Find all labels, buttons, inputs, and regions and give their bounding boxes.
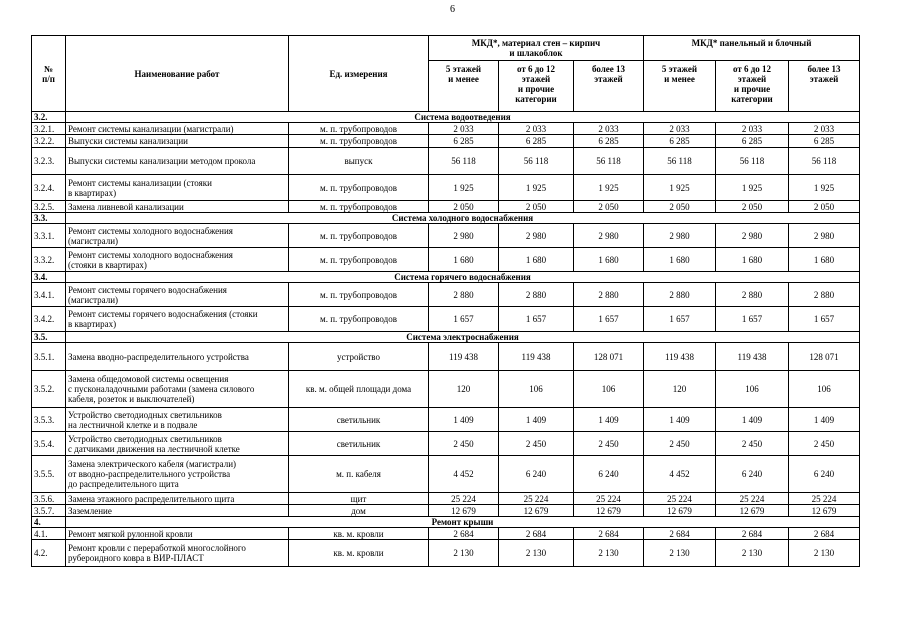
cost-value: 12 679	[716, 505, 789, 517]
table-header	[32, 36, 860, 112]
table-body	[32, 112, 860, 567]
cost-value: 106	[574, 371, 644, 408]
cost-value: 1 409	[644, 408, 716, 432]
header-group-panel: МКД* панельный и блочный	[644, 36, 860, 61]
row-number: 3.5.3.	[32, 408, 66, 432]
cost-value: 56 118	[499, 148, 574, 175]
section-title: Система водоотведения	[66, 112, 860, 123]
unit-of-measure: м. п. кабеля	[289, 456, 429, 493]
unit-of-measure: кв. м. кровли	[289, 540, 429, 567]
cost-value: 2 880	[429, 283, 499, 307]
works-cost-table	[31, 35, 860, 567]
table-row	[32, 493, 860, 505]
cost-value: 1 657	[644, 307, 716, 332]
cost-value: 2 050	[644, 201, 716, 213]
cost-value: 1 657	[716, 307, 789, 332]
cost-value: 2 980	[574, 224, 644, 248]
table-row	[32, 408, 860, 432]
cost-value: 12 679	[429, 505, 499, 517]
cost-value: 2 880	[644, 283, 716, 307]
row-number: 3.5.6.	[32, 493, 66, 505]
cost-value: 12 679	[499, 505, 574, 517]
table-row	[32, 432, 860, 456]
cost-value: 12 679	[789, 505, 860, 517]
cost-value: 2 450	[574, 432, 644, 456]
row-number: 3.5.2.	[32, 371, 66, 408]
cost-value: 6 285	[789, 135, 860, 148]
section-title: Система электроснабжения	[66, 332, 860, 343]
table-row	[32, 175, 860, 201]
cost-value: 1 409	[429, 408, 499, 432]
cost-value: 120	[429, 371, 499, 408]
cost-value: 2 684	[429, 528, 499, 540]
cost-value: 2 130	[499, 540, 574, 567]
row-number: 3.5.1.	[32, 343, 66, 371]
cost-value: 106	[499, 371, 574, 408]
unit-of-measure: м. п. трубопроводов	[289, 248, 429, 272]
table-row	[32, 248, 860, 272]
cost-value: 25 224	[716, 493, 789, 505]
cost-value: 119 438	[499, 343, 574, 371]
cost-value: 1 925	[789, 175, 860, 201]
work-name: Выпуски системы канализации методом прокола	[66, 148, 289, 175]
header-sub: от 6 до 12 этажей и прочие категории	[499, 61, 574, 112]
cost-value: 6 240	[716, 456, 789, 493]
cost-value: 106	[716, 371, 789, 408]
unit-of-measure: м. п. трубопроводов	[289, 224, 429, 248]
section-number: 4.	[32, 517, 66, 528]
section-row	[32, 517, 860, 528]
cost-value: 6 240	[574, 456, 644, 493]
cost-value: 2 130	[574, 540, 644, 567]
cost-value: 2 050	[499, 201, 574, 213]
cost-value: 128 071	[789, 343, 860, 371]
cost-value: 2 130	[644, 540, 716, 567]
work-name: Замена этажного распределительного щита	[66, 493, 289, 505]
unit-of-measure: м. п. трубопроводов	[289, 175, 429, 201]
row-number: 3.2.2.	[32, 135, 66, 148]
header-group-brick: МКД*, материал стен – кирпич и шлакоблок	[429, 36, 644, 61]
cost-value: 2 684	[499, 528, 574, 540]
cost-value: 56 118	[429, 148, 499, 175]
cost-value: 1 925	[499, 175, 574, 201]
row-number: 3.2.1.	[32, 123, 66, 135]
work-name: Устройство светодиодных светильников с датчиками движения на лестничной клетке	[66, 432, 289, 456]
cost-value: 2 050	[429, 201, 499, 213]
cost-value: 56 118	[716, 148, 789, 175]
cost-value: 6 285	[574, 135, 644, 148]
table-row	[32, 456, 860, 493]
table-row	[32, 135, 860, 148]
cost-value: 2 980	[789, 224, 860, 248]
unit-of-measure: щит	[289, 493, 429, 505]
cost-value: 2 130	[429, 540, 499, 567]
cost-value: 2 130	[789, 540, 860, 567]
cost-value: 4 452	[644, 456, 716, 493]
cost-value: 25 224	[429, 493, 499, 505]
unit-of-measure: дом	[289, 505, 429, 517]
work-name: Ремонт системы холодного водоснабжения (стояки в квартирах)	[66, 248, 289, 272]
cost-value: 4 452	[429, 456, 499, 493]
section-title: Система горячего водоснабжения	[66, 272, 860, 283]
cost-value: 2 980	[499, 224, 574, 248]
table-row	[32, 307, 860, 332]
cost-value: 1 657	[789, 307, 860, 332]
cost-value: 6 285	[644, 135, 716, 148]
section-number: 3.5.	[32, 332, 66, 343]
unit-of-measure: выпуск	[289, 148, 429, 175]
section-row	[32, 213, 860, 224]
table-row	[32, 201, 860, 213]
section-row	[32, 272, 860, 283]
cost-value: 2 033	[644, 123, 716, 135]
table-row	[32, 371, 860, 408]
work-name: Ремонт системы канализации (магистрали)	[66, 123, 289, 135]
unit-of-measure: кв. м. кровли	[289, 528, 429, 540]
header-name: Наименование работ	[66, 36, 289, 112]
work-name: Ремонт мягкой рулонной кровли	[66, 528, 289, 540]
cost-value: 119 438	[429, 343, 499, 371]
unit-of-measure: м. п. трубопроводов	[289, 201, 429, 213]
cost-value: 2 450	[499, 432, 574, 456]
row-number: 3.4.1.	[32, 283, 66, 307]
unit-of-measure: светильник	[289, 408, 429, 432]
work-name: Замена ливневой канализации	[66, 201, 289, 213]
cost-value: 1 680	[574, 248, 644, 272]
row-number: 3.5.5.	[32, 456, 66, 493]
cost-value: 2 033	[789, 123, 860, 135]
section-number: 3.3.	[32, 213, 66, 224]
table-row	[32, 540, 860, 567]
table-row	[32, 123, 860, 135]
table-row	[32, 343, 860, 371]
cost-value: 1 925	[644, 175, 716, 201]
header-sub: 5 этажей и менее	[644, 61, 716, 112]
cost-value: 12 679	[644, 505, 716, 517]
cost-value: 2 980	[716, 224, 789, 248]
cost-value: 56 118	[789, 148, 860, 175]
cost-value: 6 285	[499, 135, 574, 148]
cost-value: 106	[789, 371, 860, 408]
cost-value: 6 285	[716, 135, 789, 148]
work-name: Ремонт системы горячего водоснабжения (стояки в квартирах)	[66, 307, 289, 332]
cost-value: 1 409	[716, 408, 789, 432]
cost-value: 2 684	[789, 528, 860, 540]
cost-value: 2 033	[574, 123, 644, 135]
cost-value: 1 657	[574, 307, 644, 332]
cost-value: 128 071	[574, 343, 644, 371]
cost-value: 6 240	[789, 456, 860, 493]
cost-value: 1 680	[789, 248, 860, 272]
work-name: Ремонт системы канализации (стояки в квартирах)	[66, 175, 289, 201]
row-number: 3.2.5.	[32, 201, 66, 213]
cost-value: 25 224	[789, 493, 860, 505]
table-row	[32, 224, 860, 248]
cost-value: 1 409	[499, 408, 574, 432]
section-title: Ремонт крыши	[66, 517, 860, 528]
cost-value: 1 680	[644, 248, 716, 272]
work-name: Ремонт системы горячего водоснабжения (магистрали)	[66, 283, 289, 307]
cost-value: 1 925	[429, 175, 499, 201]
header-sub: более 13 этажей	[574, 61, 644, 112]
row-number: 4.1.	[32, 528, 66, 540]
work-name: Замена общедомовой системы освещения с пусконаладочными работами (замена силового кабеля, розеток и выключателей)	[66, 371, 289, 408]
cost-value: 25 224	[499, 493, 574, 505]
work-name: Устройство светодиодных светильников на лестничной клетке и в подвале	[66, 408, 289, 432]
cost-value: 119 438	[716, 343, 789, 371]
row-number: 3.3.2.	[32, 248, 66, 272]
header-sub: от 6 до 12 этажей и прочие категории	[716, 61, 789, 112]
cost-value: 2 050	[716, 201, 789, 213]
cost-value: 2 980	[429, 224, 499, 248]
unit-of-measure: м. п. трубопроводов	[289, 283, 429, 307]
cost-value: 1 657	[429, 307, 499, 332]
cost-value: 2 033	[499, 123, 574, 135]
cost-value: 120	[644, 371, 716, 408]
table-row	[32, 283, 860, 307]
unit-of-measure: м. п. трубопроводов	[289, 307, 429, 332]
table-row	[32, 505, 860, 517]
cost-value: 6 240	[499, 456, 574, 493]
cost-value: 2 684	[574, 528, 644, 540]
cost-value: 2 050	[789, 201, 860, 213]
unit-of-measure: светильник	[289, 432, 429, 456]
row-number: 4.2.	[32, 540, 66, 567]
cost-value: 2 880	[716, 283, 789, 307]
row-number: 3.3.1.	[32, 224, 66, 248]
cost-value: 1 680	[499, 248, 574, 272]
cost-value: 2 880	[499, 283, 574, 307]
row-number: 3.5.7.	[32, 505, 66, 517]
cost-value: 119 438	[644, 343, 716, 371]
work-name: Замена вводно-распределительного устройства	[66, 343, 289, 371]
cost-value: 2 880	[574, 283, 644, 307]
cost-value: 1 409	[789, 408, 860, 432]
unit-of-measure: кв. м. общей площади дома	[289, 371, 429, 408]
cost-value: 2 684	[644, 528, 716, 540]
cost-value: 25 224	[574, 493, 644, 505]
cost-value: 1 657	[499, 307, 574, 332]
section-row	[32, 332, 860, 343]
section-title: Система холодного водоснабжения	[66, 213, 860, 224]
cost-value: 1 680	[429, 248, 499, 272]
cost-value: 1 925	[574, 175, 644, 201]
unit-of-measure: м. п. трубопроводов	[289, 135, 429, 148]
cost-value: 2 050	[574, 201, 644, 213]
cost-value: 2 033	[429, 123, 499, 135]
work-name: Выпуски системы канализации	[66, 135, 289, 148]
row-number: 3.5.4.	[32, 432, 66, 456]
cost-value: 1 925	[716, 175, 789, 201]
unit-of-measure: м. п. трубопроводов	[289, 123, 429, 135]
header-unit: Ед. измерения	[289, 36, 429, 112]
row-number: 3.4.2.	[32, 307, 66, 332]
cost-value: 2 450	[716, 432, 789, 456]
cost-value: 2 450	[789, 432, 860, 456]
cost-value: 2 033	[716, 123, 789, 135]
cost-value: 2 130	[716, 540, 789, 567]
cost-value: 1 409	[574, 408, 644, 432]
work-name: Заземление	[66, 505, 289, 517]
cost-value: 2 684	[716, 528, 789, 540]
cost-value: 2 880	[789, 283, 860, 307]
header-sub: более 13 этажей	[789, 61, 860, 112]
row-number: 3.2.3.	[32, 148, 66, 175]
cost-value: 56 118	[644, 148, 716, 175]
work-name: Ремонт системы холодного водоснабжения (магистрали)	[66, 224, 289, 248]
cost-value: 56 118	[574, 148, 644, 175]
header-sub: 5 этажей и менее	[429, 61, 499, 112]
cost-value: 2 980	[644, 224, 716, 248]
cost-value: 6 285	[429, 135, 499, 148]
section-row	[32, 112, 860, 123]
unit-of-measure: устройство	[289, 343, 429, 371]
table-row	[32, 528, 860, 540]
row-number: 3.2.4.	[32, 175, 66, 201]
cost-value: 25 224	[644, 493, 716, 505]
work-name: Ремонт кровли с переработкой многослойного рубероидного ковра в ВИР-ПЛАСТ	[66, 540, 289, 567]
section-number: 3.2.	[32, 112, 66, 123]
table-row	[32, 148, 860, 175]
page-number: 6	[450, 4, 455, 15]
section-number: 3.4.	[32, 272, 66, 283]
cost-value: 1 680	[716, 248, 789, 272]
cost-value: 12 679	[574, 505, 644, 517]
cost-value: 2 450	[429, 432, 499, 456]
work-name: Замена электрического кабеля (магистрали) от вводно-распределительного устройства до распределительного щита	[66, 456, 289, 493]
header-num: № п/п	[32, 36, 66, 112]
cost-value: 2 450	[644, 432, 716, 456]
